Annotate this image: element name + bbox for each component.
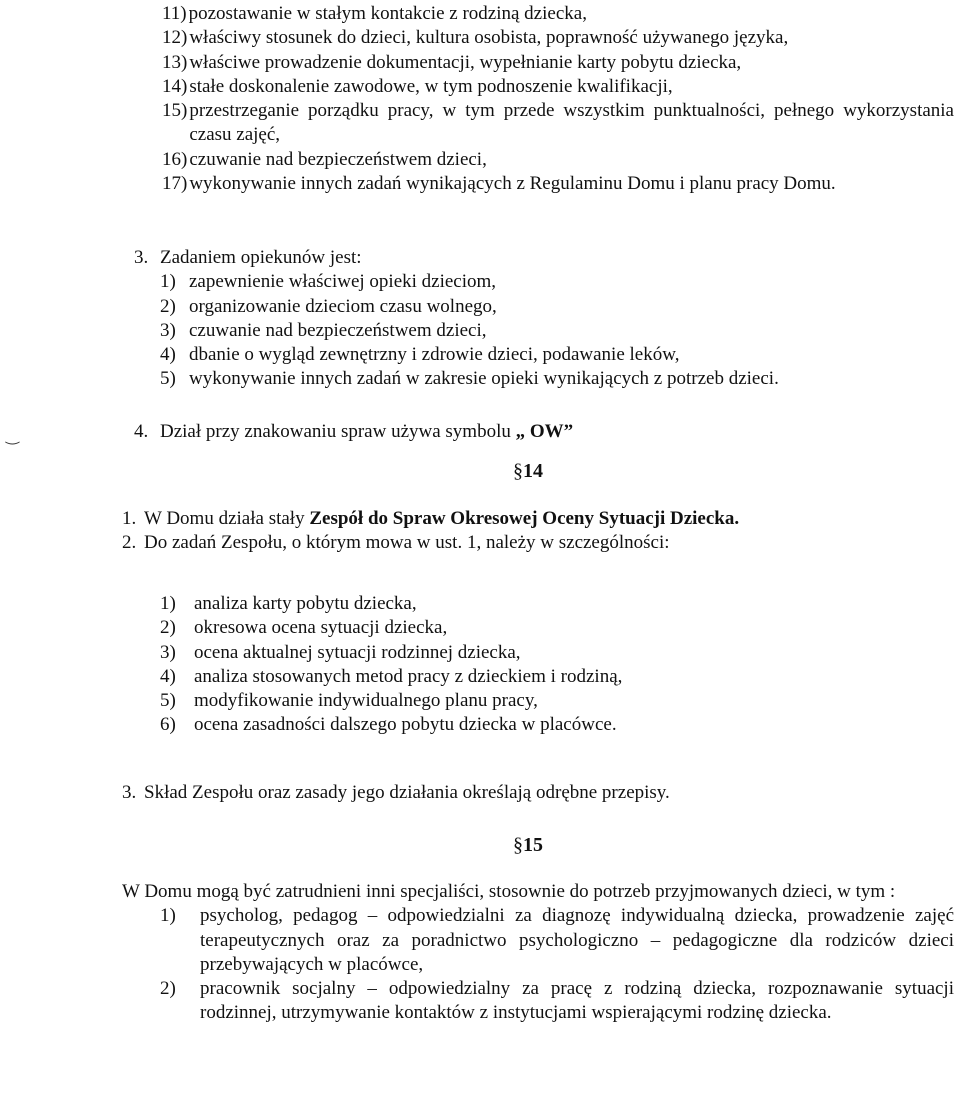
item-text: pozostawanie w stałym kontakcie z rodziną dziecka, xyxy=(188,3,587,24)
duties-continued-list xyxy=(0,2,960,196)
item-text: ocena aktualnej sytuacji rodzinnej dziecka, xyxy=(194,641,521,663)
paragraph-number: 3. xyxy=(122,782,137,803)
point-4 xyxy=(0,420,960,444)
list-item xyxy=(160,641,940,665)
item-number: 14) xyxy=(162,75,188,97)
caretakers-duties-list xyxy=(160,270,940,391)
list-item xyxy=(162,148,924,172)
paragraph-3-line xyxy=(122,781,942,805)
item-text: modyfikowanie indywidualnego planu pracy, xyxy=(194,690,538,712)
list-item xyxy=(160,689,940,713)
item-text: właściwe prowadzenie dokumentacji, wypełnianie karty pobytu dziecka, xyxy=(189,51,742,73)
item-number: 5) xyxy=(160,690,176,712)
paragraph-text xyxy=(144,507,942,531)
paragraph-text: Skład Zespołu oraz zasady jego działania określają odrębne przepisy. xyxy=(144,782,670,803)
item-number: 17) xyxy=(162,173,188,195)
section-15-body xyxy=(0,880,960,1026)
item-text: organizowanie dzieciom czasu wolnego, xyxy=(189,295,497,317)
list-item xyxy=(160,270,940,294)
paragraph-text-plain: W Domu działa stały xyxy=(144,508,310,529)
margin-mark: ‿ xyxy=(6,428,19,445)
paragraph-2 xyxy=(122,531,942,555)
list-item xyxy=(160,367,940,391)
list-item xyxy=(160,616,940,640)
team-tasks-list xyxy=(0,592,960,738)
list-item xyxy=(162,51,924,75)
list-item xyxy=(160,319,940,343)
list-item xyxy=(162,99,954,148)
item-text: czuwanie nad bezpieczeństwem dzieci, xyxy=(189,319,487,341)
list-item xyxy=(160,665,940,689)
item-text: pracownik socjalny – odpowiedzialny za pracę z rodziną dziecka, rozpoznawanie sytuacji rodzinnej, utrzymywanie kontaktów z instytucjami wspierającymi rodzinę dziecka. xyxy=(200,978,954,1024)
item-text: zapewnienie właściwej opieki dzieciom, xyxy=(189,271,497,293)
list-item xyxy=(162,26,924,50)
section-sign: § xyxy=(513,460,523,482)
point-intro: Zadaniem opiekunów jest: xyxy=(160,247,362,268)
team-tasks-items xyxy=(160,592,940,738)
paragraph-number: 2. xyxy=(122,532,137,554)
section-15-heading xyxy=(48,833,960,857)
item-number: 4) xyxy=(160,665,176,687)
item-text: wykonywanie innych zadań w zakresie opieki wynikających z potrzeb dzieci. xyxy=(189,368,779,390)
list-item xyxy=(162,172,954,196)
section-14-body xyxy=(0,507,960,556)
item-number: 1) xyxy=(160,593,176,614)
item-number: 6) xyxy=(160,714,176,736)
item-number: 2) xyxy=(160,978,176,1000)
section-14-heading xyxy=(48,459,960,483)
specialists-list xyxy=(160,904,954,1025)
caretakers-duties xyxy=(0,246,960,392)
item-number: 5) xyxy=(160,368,176,390)
item-text: ocena zasadności dalszego pobytu dziecka w placówce. xyxy=(194,714,617,736)
point-text xyxy=(160,420,934,444)
item-number: 4) xyxy=(160,344,176,366)
symbol-ow: „ OW” xyxy=(515,421,574,442)
item-text: przestrzeganie porządku pracy, w tym przede wszystkim punktualności, pełnego wykorzystania czasu zajęć, xyxy=(189,100,954,146)
item-text: dbanie o wygląd zewnętrzny i zdrowie dzieci, podawanie leków, xyxy=(189,344,680,366)
item-text: wykonywanie innych zadań wynikających z Regulaminu Domu i planu pracy Domu. xyxy=(189,173,836,195)
item-number: 1) xyxy=(160,905,176,927)
section-number: 15 xyxy=(523,834,543,856)
item-number: 2) xyxy=(160,617,176,639)
point-3 xyxy=(134,246,934,270)
list-item xyxy=(162,75,924,99)
list-item xyxy=(160,904,954,977)
item-number: 11) xyxy=(162,3,187,24)
item-number: 3) xyxy=(160,641,176,663)
paragraph-text: Do zadań Zespołu, o którym mowa w ust. 1, należy w szczególności: xyxy=(144,532,670,554)
point-number: 4. xyxy=(134,421,149,442)
item-text: właściwy stosunek do dzieci, kultura osobista, poprawność używanego języka, xyxy=(189,27,789,49)
point-4-line xyxy=(134,420,934,444)
item-text: analiza stosowanych metod pracy z dzieckiem i rodziną, xyxy=(194,665,623,687)
section-sign: § xyxy=(513,834,523,856)
item-text: analiza karty pobytu dziecka, xyxy=(194,593,417,614)
point-4-text: Dział przy znakowaniu spraw używa symbolu xyxy=(160,421,511,442)
paragraph-1 xyxy=(122,507,942,531)
list-item xyxy=(160,977,954,1026)
item-number: 12) xyxy=(162,27,188,49)
section-15-intro: W Domu mogą być zatrudnieni inni specjaliści, stosownie do potrzeb przyjmowanych dzieci, w tym : xyxy=(122,881,896,902)
item-number: 13) xyxy=(162,51,188,73)
point-number: 3. xyxy=(134,247,149,268)
list-item xyxy=(160,343,940,367)
paragraph-3 xyxy=(0,781,960,805)
item-text: czuwanie nad bezpieczeństwem dzieci, xyxy=(189,148,487,170)
list-item xyxy=(160,592,940,616)
item-number: 1) xyxy=(160,271,176,293)
paragraph-number: 1. xyxy=(122,508,137,529)
item-number: 2) xyxy=(160,295,176,317)
item-number: 15) xyxy=(162,100,188,122)
item-text: stałe doskonalenie zawodowe, w tym podnoszenie kwalifikacji, xyxy=(189,75,673,97)
list-item xyxy=(160,295,940,319)
item-number: 16) xyxy=(162,148,188,170)
team-name: Zespół do Spraw Okresowej Oceny Sytuacji Dziecka. xyxy=(309,508,740,529)
item-text: okresowa ocena sytuacji dziecka, xyxy=(194,617,448,639)
list-item xyxy=(160,713,940,737)
list-item xyxy=(162,2,924,26)
section-number: 14 xyxy=(523,460,543,482)
item-number: 3) xyxy=(160,319,176,341)
item-text: psycholog, pedagog – odpowiedzialni za diagnozę indywidualną dziecka, prowadzenie zajęć terapeutycznych oraz za poradnictwo psychologiczno – pedagogiczne dla rodziców dzieci przebywających w placówce, xyxy=(200,905,954,975)
